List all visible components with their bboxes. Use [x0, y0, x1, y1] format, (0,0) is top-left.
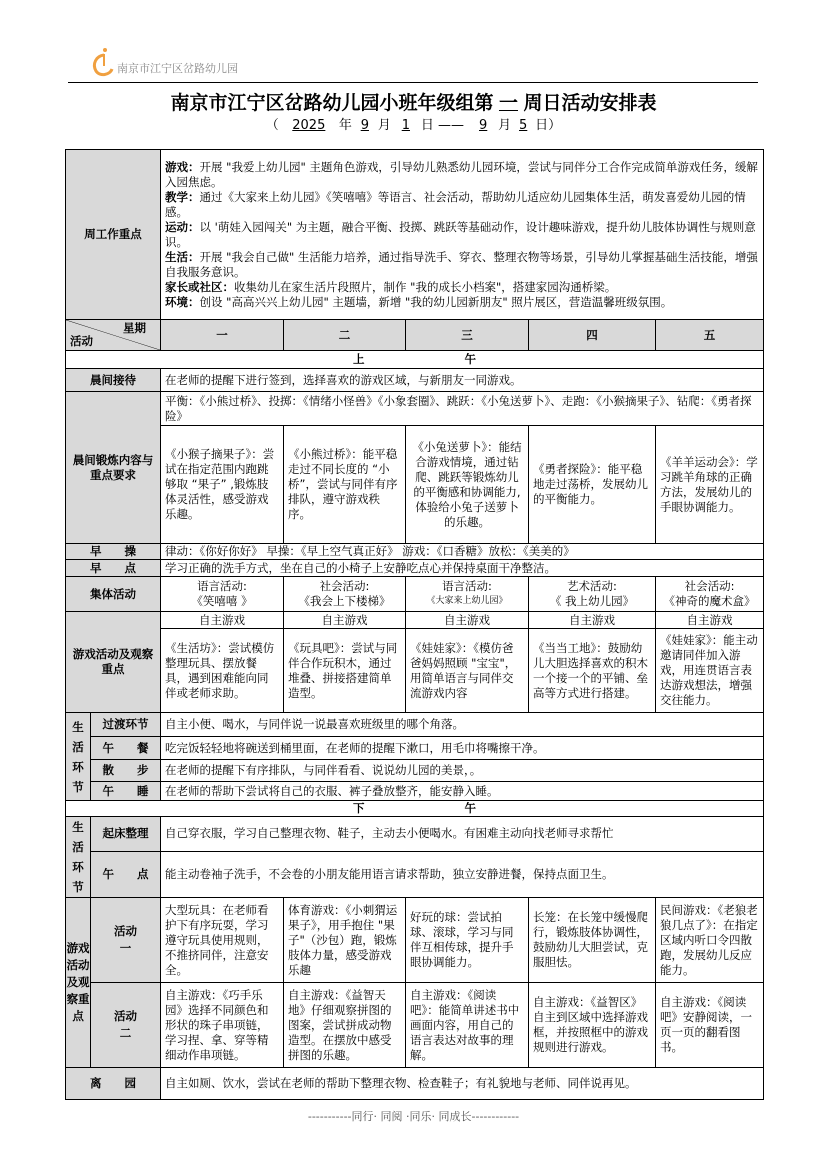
life-row-text: 自主小便、喝水，与同伴说一说最喜欢班级里的哪个角落。 — [161, 713, 764, 737]
group-activity-day: 艺术活动: 《 我上幼儿园》 — [529, 577, 656, 612]
leave-text: 自主如厕、饮水，尝试在老师的帮助下整理衣物、检查鞋子；有礼貌地与老师、同伴说再见。 — [161, 1068, 764, 1100]
life-label — [66, 713, 91, 801]
date-range: （ 2025 年 9 月 1 日 —— 9 月 5 日） — [265, 118, 562, 133]
week-focus-row — [66, 150, 764, 320]
footer-slogan: -----------同行· 同阅 ·同乐· 同成长------------ — [307, 1110, 520, 1123]
activity-day: 体育游戏：《小刺猬运果子》，用手抱住 "果子"（沙包）跑，锻炼肢体力量，感受游戏乐趣 — [284, 898, 406, 983]
morning-section-header: 上 午 — [66, 351, 764, 369]
life-row-label: 午 点 — [91, 851, 161, 897]
game-day: 《玩具吧》：尝试与同伴合作玩积木，通过堆叠、拼接搭建简单造型。 — [284, 629, 406, 713]
activity-day: 自主游戏：《阅读吧》：能简单讲述书中画面内容，用自己的语言表达对故事的理解。 — [406, 983, 529, 1068]
group-activity-day: 社会活动: 《我会上下楼梯》 — [284, 577, 406, 612]
game-title: 自主游戏 — [529, 612, 656, 629]
life-row-label: 散 步 — [91, 760, 161, 782]
kindergarten-logo — [90, 46, 238, 78]
activity-day: 自主游戏：《阅读吧》安静阅读，一页一页的翻看图书。 — [656, 983, 764, 1068]
game-title: 自主游戏 — [284, 612, 406, 629]
day-header: 一 — [161, 320, 284, 351]
activity-day: 民间游戏：《老狼老狼几点了》：在指定区域内听口令四散跑，发展幼儿反应能力。 — [656, 898, 764, 983]
life-row-label: 午 餐 — [91, 737, 161, 760]
activity-day: 长笼：在长笼中缓慢爬行，锻炼肢体协调性，鼓励幼儿大胆尝试，克服胆怯。 — [529, 898, 656, 983]
game-title: 自主游戏 — [161, 612, 284, 629]
logo-text: 南京市江宁区岔路幼儿园 — [117, 62, 238, 75]
life-row-text: 在老师的提醒下有序排队，与同伴看看、说说幼儿园的美景，。 — [161, 760, 764, 782]
life-label — [66, 817, 91, 898]
exercise-summary: 平衡：《小熊过桥》、投掷：《情绪小怪兽》《小象套圈》、跳跃：《小兔送萝卜》、走跑：《小猴摘果子》、钻爬：《勇者探险》 — [161, 392, 764, 426]
life-row-label: 起床整理 — [91, 817, 161, 852]
table-header-row — [66, 320, 764, 351]
activity-label — [91, 983, 161, 1068]
reception-label: 晨间接待 — [66, 369, 161, 392]
header-divider — [68, 82, 758, 83]
snack-label: 早 点 — [66, 560, 161, 577]
group-activity-label: 集体活动 — [66, 577, 161, 612]
group-activity-day: 社会活动: 《神奇的魔术盒》 — [656, 577, 764, 612]
focus-item: 运动：以 '萌娃入园闯关" 为主题，融合平衡、投掷、跳跃等基础动作，设计趣味游戏，提升幼儿肢体协调性与规则意识。 — [165, 219, 756, 249]
life-row-text: 自己穿衣服，学习自己整理衣物、鞋子，主动去小便喝水。有困难主动向找老师寻求帮忙 — [161, 817, 764, 852]
games-label: 游戏活动及观察重点 — [66, 612, 161, 713]
life-row-text: 在老师的帮助下尝试将自己的衣服、裤子叠放整齐，能安静入睡。 — [161, 782, 764, 801]
group-activity-day: 语言活动: 《大家来上幼儿园》 — [406, 577, 529, 612]
activity-day: 好玩的球：尝试拍球、滚球，学习与同伴互相传球，提升手眼协调能力。 — [406, 898, 529, 983]
week-focus-label: 周工作重点 — [66, 150, 161, 320]
day-header: 五 — [656, 320, 764, 351]
life-label-text: 生活环节 — [72, 820, 84, 894]
focus-item: 环境：创设 "高高兴兴上幼儿园" 主题墙，新增 "我的幼儿园新朋友" 照片展区，营造温馨班级氛围。 — [165, 294, 673, 309]
leave-label: 离 园 — [66, 1068, 161, 1100]
exercise-day: 《小猴子摘果子》：尝试在指定范围内跑跳够取 “果子” ,锻炼肢体灵活性，感受游戏乐趣。 — [161, 426, 284, 544]
group-activity-day: 语言活动: 《笑嘻嘻 》 — [161, 577, 284, 612]
activity-day: 自主游戏：《巧手乐园》选择不同颜色和形状的珠子串项链，学习捏、拿、穿等精细动作串项链。 — [161, 983, 284, 1068]
life-row-text: 吃完饭轻轻地将碗送到桶里面，在老师的提醒下漱口，用毛巾将嘴擦干净。 — [161, 737, 764, 760]
week-focus-content — [161, 150, 764, 320]
page-title: 南京市江宁区岔路幼儿园小班年级组第 一 周日活动安排表 — [0, 88, 827, 115]
activity-day: 大型玩具：在老师看护下有序玩耍，学习遵守玩具使用规则，不推挤同伴，注意安全。 — [161, 898, 284, 983]
focus-item: 游戏：开展 "我爱上幼儿园" 主题角色游戏，引导幼儿熟悉幼儿园环境，尝试与同伴分工合作完成简单游戏任务，缓解入园焦虑。 — [165, 159, 758, 189]
exercise-day: 《勇者探险》：能平稳地走过荡桥，发展幼儿的平衡能力。 — [529, 426, 656, 544]
morning-exercise-label: 早 操 — [66, 544, 161, 560]
game-title: 自主游戏 — [406, 612, 529, 629]
afternoon-section-header: 下 午 — [66, 801, 764, 817]
exercise-label: 晨间锻炼内容与重点要求 — [66, 392, 161, 544]
activity-label — [91, 898, 161, 983]
snack-text: 学习正确的洗手方式，坐在自己的小椅子上安静吃点心并保持桌面干净整洁。 — [161, 560, 764, 577]
focus-item: 教学：通过《大家来上幼儿园》《笑嘻嘻》等语言、社会活动，帮助幼儿适应幼儿园集体生活，萌发喜爱幼儿园的情感。 — [165, 189, 746, 219]
life-row-label: 过渡环节 — [91, 713, 161, 737]
logo-icon — [90, 46, 116, 78]
life-row-label: 午 睡 — [91, 782, 161, 801]
game-day: 《娃娃家》：能主动邀请同伴加入游戏，用连贯语言表达游戏想法，增强交往能力。 — [656, 629, 764, 713]
games-label — [66, 898, 91, 1068]
game-day: 《生活坊》：尝试模仿整理玩具、摆放餐具，遇到困难能向同伴或老师求助。 — [161, 629, 284, 713]
morning-exercise-text: 律动：《你好你好》 早操：《早上空气真正好》 游戏：《口香糖》放松：《美美的》 — [161, 544, 764, 560]
game-day: 《娃娃家》：《模仿爸爸妈妈照顾 "宝宝"，用简单语言与同伴交流游戏内容 — [406, 629, 529, 713]
exercise-day: 《羊羊运动会》：学习跳羊角球的正确方法，发展幼儿的手眼协调能力。 — [656, 426, 764, 544]
life-row-text: 能主动卷袖子洗手，不会卷的小朋友能用语言请求帮助，独立安静进餐，保持点面卫生。 — [161, 851, 764, 897]
day-header: 四 — [529, 320, 656, 351]
activity-label-text: 活动一 — [113, 924, 137, 955]
reception-text: 在老师的提醒下进行签到，选择喜欢的游戏区域，与新朋友一同游戏。 — [161, 369, 764, 392]
exercise-day: 《小熊过桥》：能平稳走过不同长度的 “小桥”，尝试与同伴有序排队，遵守游戏秩序。 — [284, 426, 406, 544]
header-diagonal-cell: 星期 活动 — [66, 320, 161, 351]
schedule-table — [65, 149, 764, 1100]
day-header: 三 — [406, 320, 529, 351]
focus-item: 生活：开展 "我会自己做" 生活能力培养，通过指导洗手、穿衣、整理衣物等场景，引导幼儿掌握基础生活技能，增强自我服务意识。 — [165, 249, 758, 279]
exercise-day: 《小兔送萝卜》：能结合游戏情境，通过钻爬、跳跃等锻炼幼儿的平衡感和协调能力,体验给小兔子送萝卜的乐趣。 — [406, 426, 529, 544]
day-header: 二 — [284, 320, 406, 351]
life-label-text: 生活环节 — [72, 719, 84, 794]
activity-day: 自主游戏：《益智区》自主到区域中选择游戏框，并按照框中的游戏规则进行游戏。 — [529, 983, 656, 1068]
focus-item: 家长或社区：收集幼儿在家生活片段照片，制作 "我的成长小档案"，搭建家园沟通桥梁。 — [165, 279, 617, 294]
game-day: 《当当工地》：鼓励幼儿大胆选择喜欢的积木一个接一个的平铺、垒高等方式进行搭建。 — [529, 629, 656, 713]
game-title: 自主游戏 — [656, 612, 764, 629]
activity-label-text: 活动二 — [113, 1009, 137, 1040]
games-label-text: 游戏活动及观察重点 — [66, 941, 90, 1023]
week-number: 一 — [498, 92, 518, 114]
activity-day: 自主游戏：《益智天地》仔细观察拼图的图案，尝试拼成动物造型。在摆放中感受拼图的乐趣。 — [284, 983, 406, 1068]
